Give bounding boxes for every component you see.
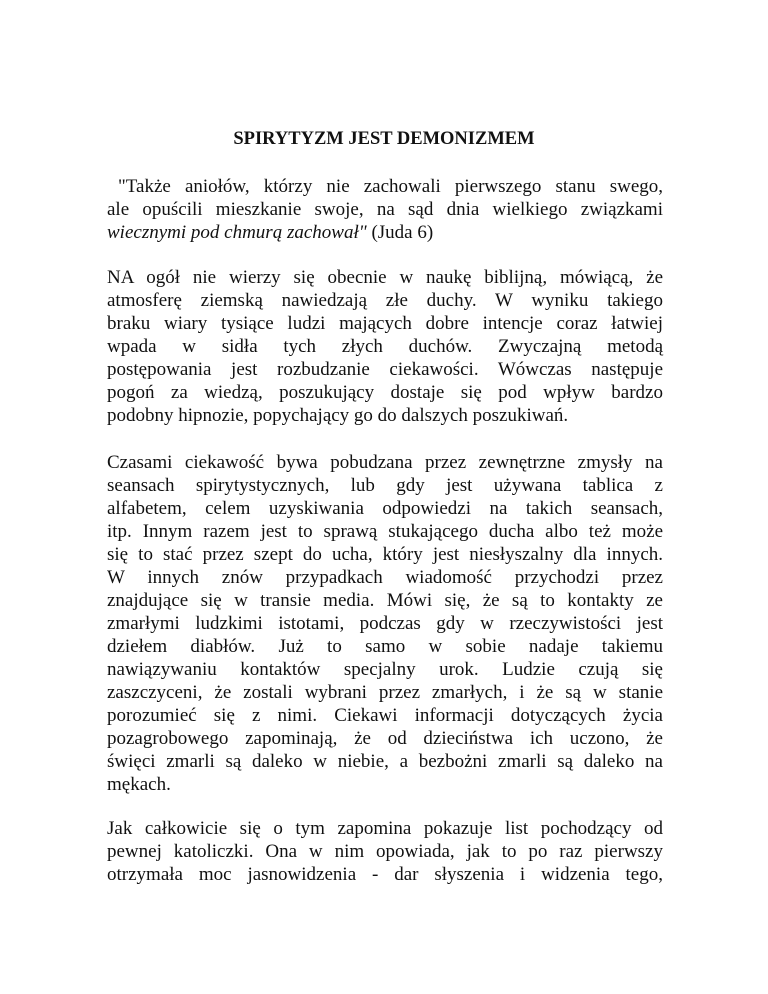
paragraph-3 [107,817,663,886]
epigraph-quote [107,175,663,244]
paragraph-line: święci zmarli są daleko w niebie, a bezbożni zmarli są daleko na [107,751,663,772]
paragraph-line: nawiązywaniu kontaktów specjalny urok. Ludzie czują się [107,659,663,680]
paragraph-line: mękach. [107,774,171,795]
paragraph-line: alfabetem, celem uzyskiwania odpowiedzi na takich seansach, [107,498,663,519]
paragraph-line: otrzymała moc jasnowidzenia - dar słyszenia i widzenia tego, [107,864,663,885]
quote-reference: (Juda 6) [366,222,434,243]
paragraph-line: wpada w sidła tych złych duchów. Zwyczajną metodą [107,336,663,357]
paragraph-line: seansach spirytystycznych, lub gdy jest używana tablica z [107,475,663,496]
paragraph-line: zaszczyceni, że zostali wybrani przez zmarłych, i że są w stanie [107,682,663,703]
paragraph-line: podobny hipnozie, popychający go do dalszych poszukiwań. [107,405,569,426]
paragraph-line: atmosferę ziemską nawiedzają złe duchy. W wyniku takiego [107,290,663,311]
paragraph-line: Jak całkowicie się o tym zapomina pokazuje list pochodzący od [107,818,663,839]
paragraph-line: pogoń za wiedzą, poszukujący dostaje się pod wpływ bardzo [107,382,663,403]
quote-line: wiecznymi pod chmurą zachował" [107,222,367,243]
paragraph-line: itp. Innym razem jest to sprawą stukającego ducha albo też może [107,521,663,542]
paragraph-line: W innych znów przypadkach wiadomość przychodzi przez [107,567,663,588]
paragraph-line: postępowania jest rozbudzanie ciekawości. Wówczas następuje [107,359,663,380]
paragraph-line: pewnej katoliczki. Ona w nim opowiada, jak to po raz pierwszy [107,841,663,862]
paragraph-1 [107,266,663,427]
paragraph-line: braku wiary tysiące ludzi mających dobre intencje coraz łatwiej [107,313,663,334]
paragraph-2 [107,451,663,796]
paragraph-line: zmarłymi ludzkimi istotami, podczas gdy w rzeczywistości jest [107,613,663,634]
paragraph-line: porozumieć się z nimi. Ciekawi informacji dotyczących życia [107,705,663,726]
paragraph-line: pozagrobowego zapominają, że od dzieciństwa ich uczono, że [107,728,663,749]
quote-line: ale opuścili mieszkanie swoje, na sąd dnia wielkiego związkami [107,199,663,220]
paragraph-line: NA ogół nie wierzy się obecnie w naukę biblijną, mówiącą, że [107,267,663,288]
paragraph-line: znajdujące się w transie media. Mówi się, że są to kontakty ze [107,590,663,611]
document-title: SPIRYTYZM JEST DEMONIZMEM [233,129,535,149]
quote-line: "Także aniołów, którzy nie zachowali pierwszego stanu swego, [118,176,663,197]
paragraph-line: Czasami ciekawość bywa pobudzana przez zewnętrzne zmysły na [107,452,663,473]
paragraph-line: dziełem diabłów. Już to samo w sobie nadaje takiemu [107,636,663,657]
paragraph-line: się to stać przez szept do ucha, który jest niesłyszalny dla innych. [107,544,663,565]
